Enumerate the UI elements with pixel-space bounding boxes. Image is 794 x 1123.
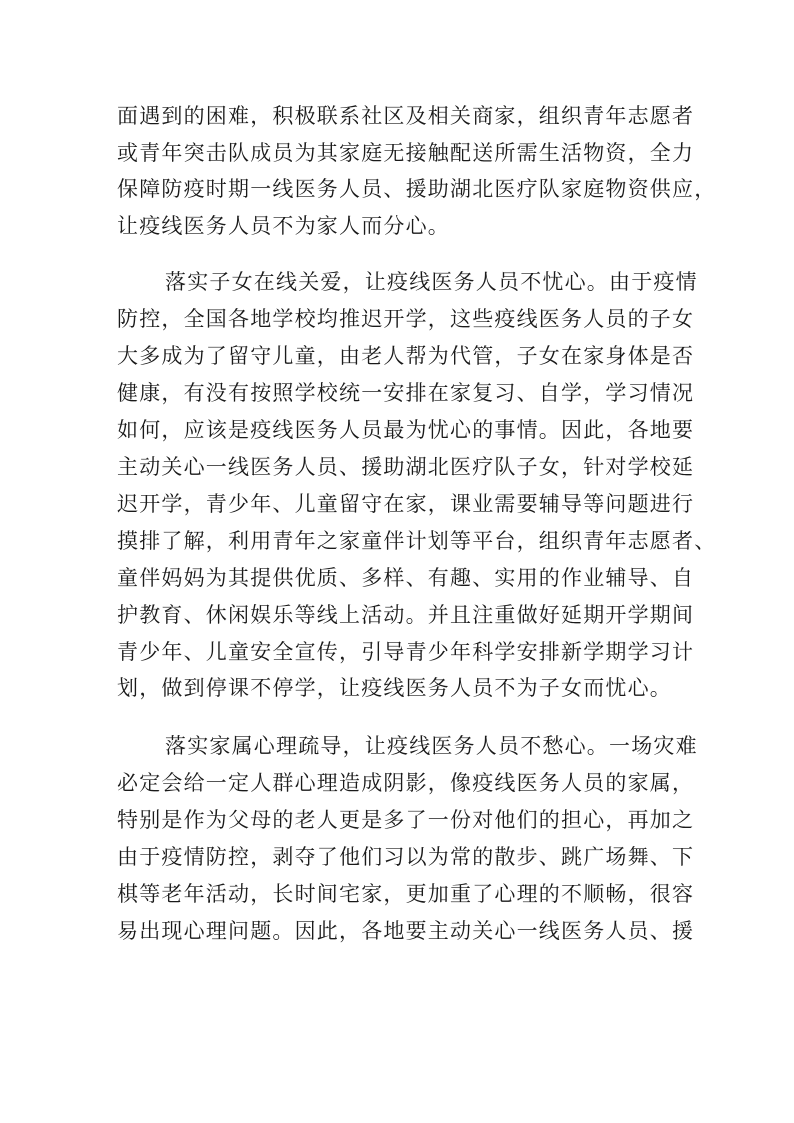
text-line: 让疫线医务人员不为家人而分心。 xyxy=(117,214,450,238)
text-line: 青少年、儿童安全宣传，引导青少年科学安排新学期学习计 xyxy=(117,640,695,664)
text-line: 或青年突击队成员为其家庭无接触配送所需生活物资，全力 xyxy=(117,141,695,165)
paragraph-start-line: 落实家属心理疏导，让疫线医务人员不愁心。一场灾难 xyxy=(165,734,698,758)
text-line: 保障防疫时期一线医务人员、援助湖北医疗队家庭物资供应， xyxy=(117,177,717,201)
text-line: 面遇到的困难，积极联系社区及相关商家，组织青年志愿者 xyxy=(117,104,695,128)
text-line: 易出现心理问题。因此，各地要主动关心一线医务人员、援 xyxy=(117,919,695,943)
text-line: 护教育、休闲娱乐等线上活动。并且注重做好延期开学期间 xyxy=(117,603,695,627)
text-line: 迟开学，青少年、儿童留守在家，课业需要辅导等问题进行 xyxy=(117,492,695,516)
text-line: 如何，应该是疫线医务人员最为忧心的事情。因此，各地要 xyxy=(117,418,695,442)
text-line: 童伴妈妈为其提供优质、多样、有趣、实用的作业辅导、自 xyxy=(117,566,695,590)
text-line: 由于疫情防控，剥夺了他们习以为常的散步、跳广场舞、下 xyxy=(117,845,695,869)
text-line: 必定会给一定人群心理造成阴影，像疫线医务人员的家属， xyxy=(117,771,695,795)
text-line: 划，做到停课不停学，让疫线医务人员不为子女而忧心。 xyxy=(117,676,672,700)
text-line: 主动关心一线医务人员、援助湖北医疗队子女，针对学校延 xyxy=(117,455,695,479)
paragraph-start-line: 落实子女在线关爱，让疫线医务人员不忧心。由于疫情 xyxy=(165,270,698,294)
text-line: 健康，有没有按照学校统一安排在家复习、自学，学习情况 xyxy=(117,381,695,405)
text-line: 特别是作为父母的老人更是多了一份对他们的担心，再加之 xyxy=(117,808,695,832)
text-line: 防控，全国各地学校均推迟开学，这些疫线医务人员的子女 xyxy=(117,307,695,331)
text-line: 摸排了解，利用青年之家童伴计划等平台，组织青年志愿者、 xyxy=(117,529,717,553)
text-line: 棋等老年活动，长时间宅家，更加重了心理的不顺畅，很容 xyxy=(117,882,695,906)
text-line: 大多成为了留守儿童，由老人帮为代管，子女在家身体是否 xyxy=(117,344,695,368)
